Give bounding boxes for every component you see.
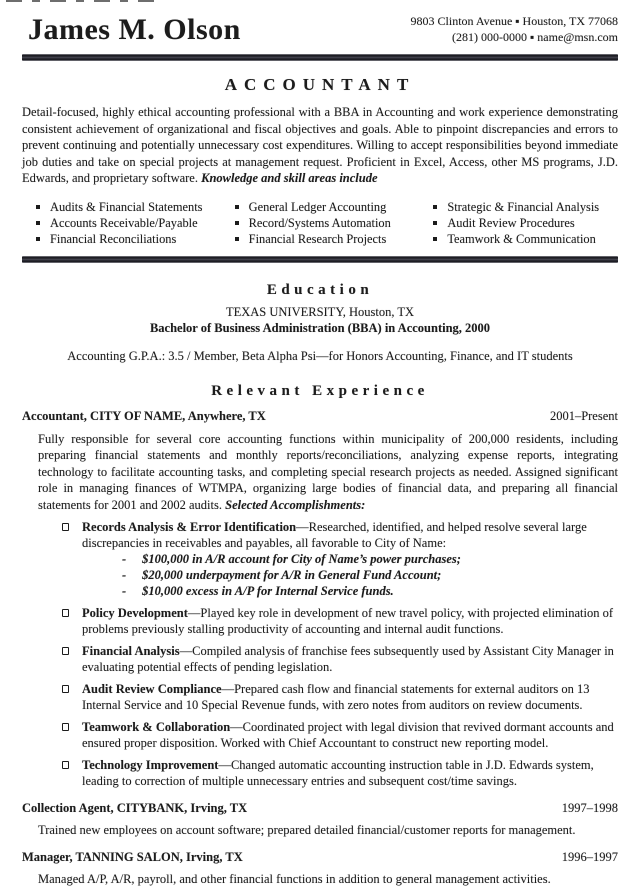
accomplishment-lead: Technology Improvement: [82, 758, 219, 772]
accomplishment-item: [62, 643, 618, 675]
accomplishment-text: [82, 643, 618, 675]
accomplishment-lead: Financial Analysis: [82, 644, 180, 658]
job-title: Collection Agent, CITYBANK, Irving, TX: [22, 801, 248, 815]
skills-column-2: [221, 199, 420, 247]
skill-item: [221, 215, 420, 231]
sub-bullet-item: [122, 567, 618, 583]
skill-label: Audit Review Procedures: [447, 215, 575, 230]
job-dates: 1996–1997: [561, 850, 618, 864]
skill-label: General Ledger Accounting: [248, 199, 387, 214]
skill-item: [22, 215, 221, 231]
summary-paragraph: [22, 104, 618, 187]
education-school-line: TEXAS UNIVERSITY, Houston, TX: [225, 304, 415, 319]
accomplishment-text: [82, 605, 618, 637]
resume-header: [22, 8, 618, 48]
dash-bullet-icon: -: [122, 584, 127, 598]
skill-label: Accounts Receivable/Payable: [50, 215, 198, 230]
open-square-bullet-icon: [62, 647, 69, 655]
open-square-bullet-icon: [62, 723, 69, 731]
open-square-bullet-icon: [62, 761, 69, 769]
skill-label: Strategic & Financial Analysis: [447, 199, 600, 214]
accomplishment-item: [62, 719, 618, 751]
job-header: [22, 849, 618, 865]
skill-item: [22, 199, 221, 215]
summary-emphasis: Knowledge and skill areas include: [201, 171, 378, 185]
skill-label: Record/Systems Automation: [248, 215, 391, 230]
accomplishment-text: [82, 757, 618, 789]
open-square-bullet-icon: [62, 609, 69, 617]
bullet-square-icon: [36, 237, 40, 241]
bullet-square-icon: [433, 221, 437, 225]
accomplishment-item: [62, 757, 618, 789]
accomplishment-lead: Teamwork & Collaboration: [82, 720, 231, 734]
education-degree-line: Bachelor of Business Administration (BBA) in Accounting, 2000: [149, 320, 491, 335]
sub-bullet-text: $10,000 excess in A/P for Internal Service funds.: [142, 584, 394, 598]
skill-label: Teamwork & Communication: [447, 231, 596, 246]
skill-label: Financial Reconciliations: [50, 231, 177, 246]
job-description-text: Fully responsible for several core accounting functions within municipality of 200,000 residents, including preparing financial statements and monthly reports/reconciliations, analyzing expense reports, integrating technology to facilitate accounting tasks, and completing special research projects as needed. Assigned significant role in managing finances of WTMPA, organizing large bodies of financial data, and preparing all financial statements for 2001 and 2002 audits.: [38, 431, 618, 512]
bullet-square-icon: [235, 205, 239, 209]
skill-label: Audits & Financial Statements: [50, 199, 203, 214]
accomplishment-body: —Played key role in development of new travel policy, with projected elimination of problems previously stalling productivity of accounting and internal audit functions.: [82, 606, 614, 636]
accomplishment-body: —Changed automatic accounting instruction table in J.D. Edwards system, leading to correction of multiple unnecessary entries and subsequent cost/time savings.: [82, 758, 594, 788]
skill-item: [22, 231, 221, 247]
accomplishment-item: [62, 681, 618, 713]
job-description: Managed A/P, A/R, payroll, and other financial functions in addition to general management activities.: [38, 872, 551, 886]
header-rule: [22, 54, 618, 61]
bullet-square-icon: [433, 205, 437, 209]
scan-edge-dashes: [6, 0, 156, 2]
sub-bullet-text: $20,000 underpayment for A/R in General Fund Account;: [142, 568, 442, 582]
contact-address-line: 9803 Clinton Avenue ▪ Houston, TX 77068: [410, 14, 618, 28]
job-dates: 2001–Present: [549, 408, 618, 423]
bullet-square-icon: [36, 205, 40, 209]
accomplishment-lead: Records Analysis & Error Identification: [82, 520, 297, 534]
dash-bullet-icon: -: [122, 552, 127, 566]
skills-column-3: [419, 199, 618, 247]
skill-item: [221, 199, 420, 215]
candidate-name: James M. Olson: [28, 13, 241, 46]
summary-text: Detail-focused, highly ethical accounting professional with a BBA in Accounting and work experience demonstrating consistent achievement of organizational and fiscal objectives and goals. Able to pinpoint discrepancies and errors to prevent continuing and potentially unnecessary cost expenditures. Willing to accept responsibilities beyond immediate job duties and take on special projects at management request. Proficient in Excel, Access, other MS programs, J.D. Edwards, and proprietary software.: [22, 105, 618, 185]
education-details-line: Accounting G.P.A.: 3.5 / Member, Beta Alpha Psi—for Honors Accounting, Finance, and IT students: [67, 348, 573, 363]
dash-bullet-icon: -: [122, 568, 127, 582]
accomplishment-body: —Researched, identified, and helped resolve several large discrepancies in receivables and payables, all favorable to City of Name:: [82, 520, 587, 550]
section-rule: [22, 256, 618, 263]
skill-item: [419, 215, 618, 231]
accomplishment-body: —Compiled analysis of franchise fees subsequently used by Assistant City Manager in evaluating potential effects of pending legislation.: [82, 644, 614, 674]
sub-bullet-item: [122, 551, 618, 567]
job-title: Accountant, CITY OF NAME, Anywhere, TX: [22, 408, 266, 423]
job-description: Trained new employees on account software; prepared detailed financial/customer reports for management.: [38, 823, 576, 837]
job-header: [22, 408, 618, 424]
experience-heading: Relevant Experience: [211, 382, 429, 399]
resume-title: ACCOUNTANT: [224, 75, 416, 94]
accomplishment-text: [82, 719, 618, 751]
bullet-square-icon: [235, 221, 239, 225]
accomplishment-text: [82, 519, 618, 551]
contact-block: [411, 12, 618, 45]
sub-bullet-item: [122, 583, 618, 599]
accomplishment-item: [62, 605, 618, 637]
skill-item: [221, 231, 420, 247]
accomplishment-lead: Audit Review Compliance: [82, 682, 222, 696]
bullet-square-icon: [36, 221, 40, 225]
accomplishment-item: [62, 519, 618, 551]
bullet-square-icon: [433, 237, 437, 241]
bullet-square-icon: [235, 237, 239, 241]
open-square-bullet-icon: [62, 685, 69, 693]
job-dates: 1997–1998: [561, 801, 618, 815]
open-square-bullet-icon: [62, 523, 69, 531]
skills-list: [22, 199, 618, 247]
skill-item: [419, 199, 618, 215]
job-description: [38, 431, 618, 514]
accomplishment-text: [82, 681, 618, 713]
job-header: [22, 800, 618, 816]
skills-column-1: [22, 199, 221, 247]
accomplishment-body: —Prepared cash flow and financial statements for external auditors on 13 Internal Service and 10 Special Revenue funds, with zero notes from auditors on review documents.: [82, 682, 590, 712]
job-title: Manager, TANNING SALON, Irving, TX: [22, 850, 243, 864]
skill-item: [419, 231, 618, 247]
education-heading: Education: [266, 281, 374, 298]
job-description-emphasis: Selected Accomplishments:: [225, 497, 366, 512]
skill-label: Financial Research Projects: [248, 231, 387, 246]
contact-phone-email-line: (281) 000-0000 ▪ name@msn.com: [452, 30, 618, 44]
accomplishment-body: —Coordinated project with legal division that revived dormant accounts and ensured proper disposition. Worked with Chief Accountant to construct new reporting model.: [82, 720, 614, 750]
accomplishment-lead: Policy Development: [82, 606, 188, 620]
sub-bullet-text: $100,000 in A/R account for City of Name’s power purchases;: [142, 552, 461, 566]
